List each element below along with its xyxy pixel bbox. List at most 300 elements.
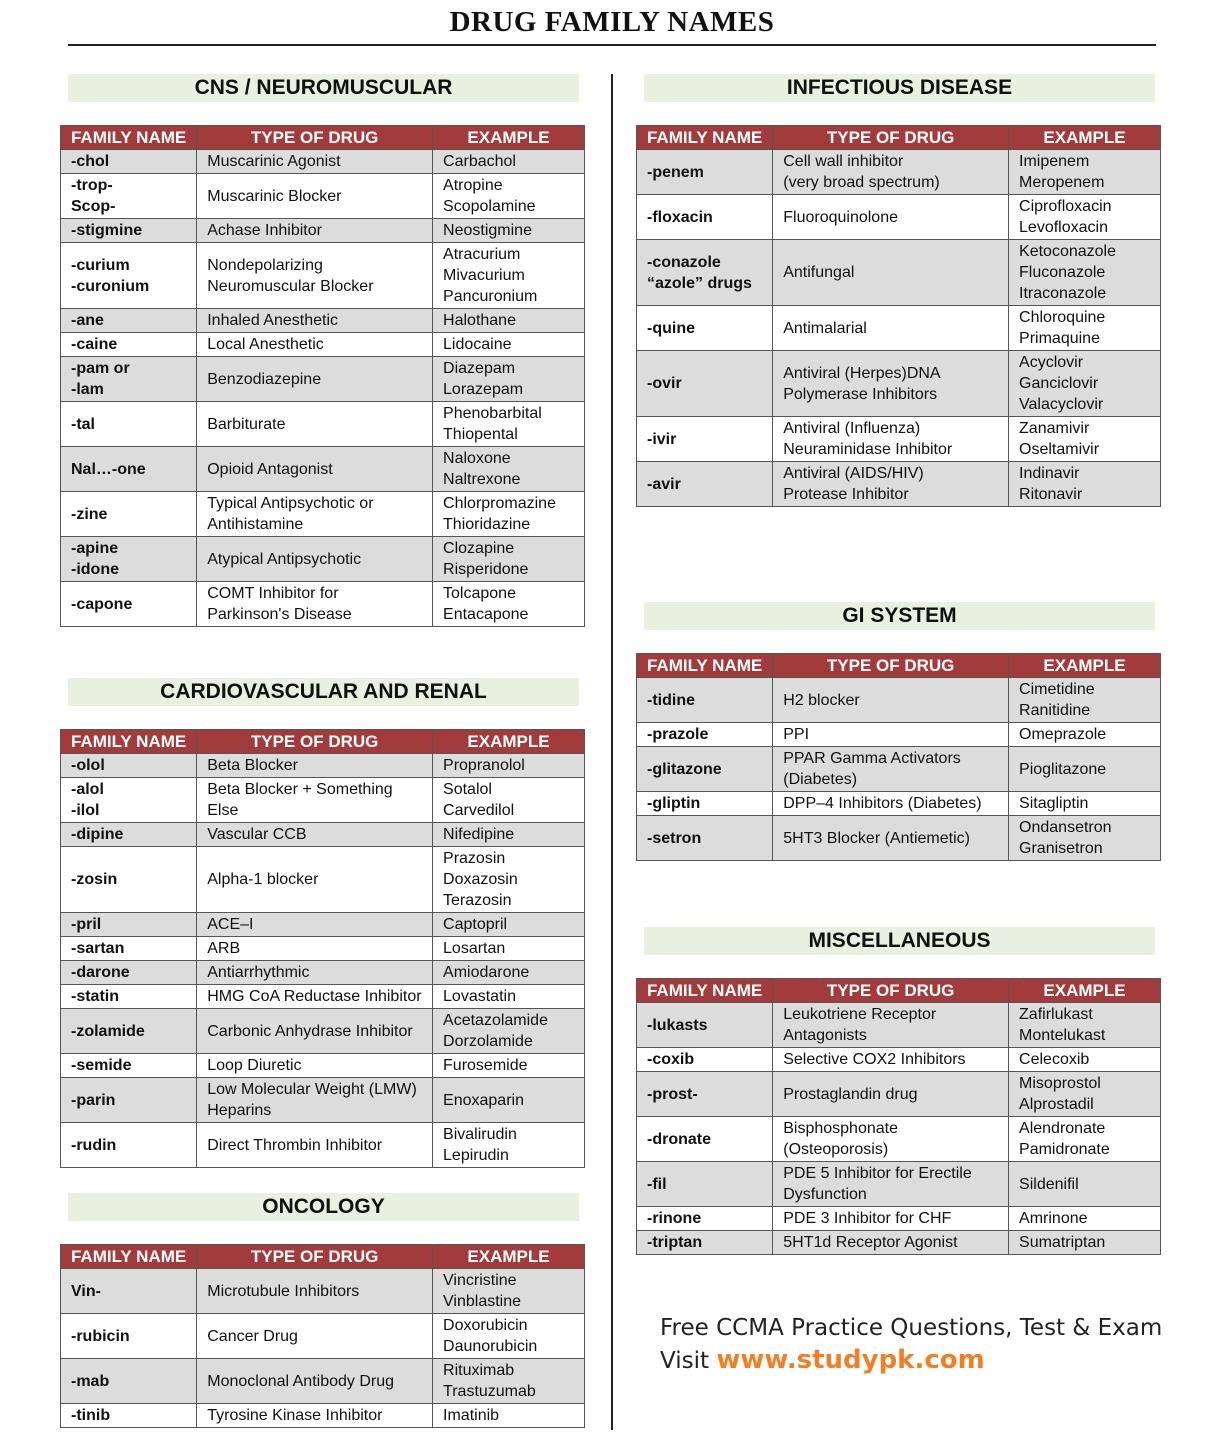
table-header-row xyxy=(61,126,585,150)
drug-example-cell xyxy=(433,1404,585,1428)
family-name-cell xyxy=(61,174,197,219)
drug-type-cell xyxy=(197,402,433,447)
drug-example-cell xyxy=(1009,747,1161,792)
drug-example-cell xyxy=(433,174,585,219)
drug-type: Typical Antipsychotic or xyxy=(207,495,374,512)
table-row xyxy=(61,447,585,492)
family-name: -tidine xyxy=(647,691,695,709)
drug-example-cell xyxy=(433,1054,585,1078)
table-row xyxy=(61,1269,585,1314)
drug-example: Chloroquine xyxy=(1019,309,1106,326)
family-name: -dipine xyxy=(71,826,124,843)
drug-type: Antiviral (Influenza) xyxy=(783,420,921,437)
column-header: TYPE OF DRUG xyxy=(773,126,1009,150)
drug-example: Pancuronium xyxy=(443,288,538,305)
drug-example-cell xyxy=(1009,1162,1161,1207)
drug-type-cell xyxy=(773,1072,1009,1117)
family-name-cell xyxy=(61,1404,197,1428)
section-miscellaneous xyxy=(636,927,1161,1255)
drug-type: DPP–4 Inhibitors (Diabetes) xyxy=(783,795,982,812)
family-name-cell xyxy=(637,747,773,792)
family-name: -fil xyxy=(647,1175,667,1193)
drug-type: Beta Blocker xyxy=(207,757,298,774)
drug-type-cell xyxy=(773,306,1009,351)
family-name-cell xyxy=(637,195,773,240)
drug-example-cell xyxy=(433,913,585,937)
drug-type: HMG CoA Reductase Inhibitor xyxy=(207,988,422,1005)
footer-link[interactable]: www.studypk.com xyxy=(716,1345,985,1375)
family-name-cell xyxy=(61,219,197,243)
drug-type: Cancer Drug xyxy=(207,1327,298,1345)
family-name: -zolamide xyxy=(71,1022,145,1040)
drug-example-cell xyxy=(433,150,585,174)
drug-type-cell xyxy=(773,1117,1009,1162)
drug-example: Ondansetron xyxy=(1019,819,1112,836)
family-name: -statin xyxy=(71,988,119,1005)
drug-type: Polymerase Inhibitors xyxy=(783,385,938,403)
drug-example: Oseltamivir xyxy=(1019,441,1100,458)
drug-type: (Diabetes) xyxy=(783,771,858,788)
drug-example: Furosemide xyxy=(443,1057,528,1074)
drug-example: Cimetidine xyxy=(1019,681,1095,698)
page-title: DRUG FAMILY NAMES xyxy=(449,6,775,38)
section-infectious-disease xyxy=(636,74,1161,507)
drug-example: Lorazepam xyxy=(443,381,524,398)
drug-table xyxy=(636,653,1161,861)
drug-example: Risperidone xyxy=(443,561,529,578)
drug-type-cell xyxy=(773,1162,1009,1207)
drug-example-cell xyxy=(433,492,585,537)
drug-example: Doxazosin xyxy=(443,871,518,888)
drug-example: Primaquine xyxy=(1019,330,1100,347)
drug-table xyxy=(60,1244,585,1428)
drug-type: Antagonists xyxy=(783,1027,867,1044)
family-name: -chol xyxy=(71,153,110,170)
drug-example: Thioridazine xyxy=(443,516,531,533)
drug-example-cell xyxy=(1009,678,1161,723)
family-name-cell xyxy=(61,357,197,402)
drug-example: Omeprazole xyxy=(1019,726,1107,743)
drug-example: Celecoxib xyxy=(1019,1051,1090,1068)
drug-example: Ranitidine xyxy=(1019,702,1091,719)
table-row xyxy=(637,240,1161,306)
drug-example-cell xyxy=(1009,417,1161,462)
family-name: -sartan xyxy=(71,940,125,957)
drug-type: (very broad spectrum) xyxy=(783,174,940,191)
drug-example: Amiodarone xyxy=(443,964,530,981)
table-row xyxy=(637,1003,1161,1048)
drug-example: Ganciclovir xyxy=(1019,375,1099,392)
family-name: -zine xyxy=(71,505,108,523)
drug-type: PDE 5 Inhibitor for Erectile xyxy=(783,1165,972,1182)
family-name: -curonium xyxy=(71,277,150,295)
table-row xyxy=(61,1359,585,1404)
table-row xyxy=(61,357,585,402)
family-name: -olol xyxy=(71,757,105,774)
family-name-cell xyxy=(61,985,197,1009)
drug-type-cell xyxy=(197,219,433,243)
table-row xyxy=(61,582,585,627)
drug-example-cell xyxy=(433,847,585,913)
family-name-cell xyxy=(637,1231,773,1255)
family-name-cell xyxy=(61,492,197,537)
drug-table xyxy=(636,978,1161,1255)
family-name: -prazole xyxy=(647,726,709,743)
drug-example: Propranolol xyxy=(443,757,525,774)
drug-example-cell xyxy=(433,823,585,847)
drug-type: Loop Diuretic xyxy=(207,1057,302,1074)
family-name-cell xyxy=(61,582,197,627)
drug-type: ACE–I xyxy=(207,916,254,933)
drug-type: 5HT3 Blocker (Antiemetic) xyxy=(783,829,970,847)
drug-example: Montelukast xyxy=(1019,1027,1106,1044)
drug-type: Antihistamine xyxy=(207,516,304,533)
family-name-cell xyxy=(61,333,197,357)
table-row xyxy=(61,754,585,778)
drug-type-cell xyxy=(197,447,433,492)
family-name-cell xyxy=(637,816,773,861)
drug-type: Heparins xyxy=(207,1102,272,1119)
family-name-cell xyxy=(637,1162,773,1207)
family-name: -pril xyxy=(71,916,102,933)
column-header: TYPE OF DRUG xyxy=(197,126,433,150)
drug-type: Protease Inhibitor xyxy=(783,486,909,503)
drug-example-cell xyxy=(433,537,585,582)
table-row xyxy=(61,537,585,582)
drug-type: Parkinson's Disease xyxy=(207,606,352,623)
drug-example: Ritonavir xyxy=(1019,486,1083,503)
drug-example-cell xyxy=(1009,306,1161,351)
drug-type-cell xyxy=(773,1048,1009,1072)
drug-table xyxy=(60,125,585,627)
drug-example-cell xyxy=(1009,1048,1161,1072)
drug-type: Inhaled Anesthetic xyxy=(207,312,338,329)
drug-type-cell xyxy=(197,754,433,778)
drug-type-cell xyxy=(773,723,1009,747)
family-name-cell xyxy=(61,537,197,582)
family-name: -capone xyxy=(71,595,133,613)
drug-example: Scopolamine xyxy=(443,198,536,215)
drug-type: Alpha-1 blocker xyxy=(207,871,319,888)
family-name-cell xyxy=(637,1003,773,1048)
family-name: -dronate xyxy=(647,1130,711,1148)
drug-example-cell xyxy=(433,778,585,823)
table-row xyxy=(637,816,1161,861)
drug-example: Carbachol xyxy=(443,153,516,170)
drug-type: PPI xyxy=(783,726,810,743)
drug-example-cell xyxy=(433,985,585,1009)
drug-example: Entacapone xyxy=(443,606,529,623)
drug-type-cell xyxy=(773,351,1009,417)
drug-type-cell xyxy=(773,1231,1009,1255)
drug-type-cell xyxy=(197,823,433,847)
family-name: -floxacin xyxy=(647,208,713,226)
drug-type: Else xyxy=(207,802,239,819)
section-heading: MISCELLANEOUS xyxy=(644,927,1155,955)
column-header: FAMILY NAME xyxy=(61,1245,197,1269)
drug-example: Phenobarbital xyxy=(443,405,542,422)
drug-type-cell xyxy=(773,195,1009,240)
drug-type-cell xyxy=(197,1078,433,1123)
family-name-cell xyxy=(637,792,773,816)
drug-type-cell xyxy=(197,961,433,985)
drug-example-cell xyxy=(433,754,585,778)
drug-example: Vinblastine xyxy=(443,1293,522,1310)
drug-example: Neostigmine xyxy=(443,222,532,239)
drug-example: Mivacurium xyxy=(443,267,525,284)
drug-type: Leukotriene Receptor xyxy=(783,1006,937,1023)
drug-example-cell xyxy=(433,1009,585,1054)
family-name: -tal xyxy=(71,415,95,433)
table-row xyxy=(61,823,585,847)
drug-example: Halothane xyxy=(443,312,516,329)
drug-type-cell xyxy=(773,1207,1009,1231)
drug-example: Atracurium xyxy=(443,246,521,263)
drug-example-cell xyxy=(433,219,585,243)
drug-example: Acyclovir xyxy=(1019,354,1084,371)
family-name-cell xyxy=(61,1123,197,1168)
family-name: -avir xyxy=(647,475,681,493)
table-row xyxy=(61,847,585,913)
drug-example: Zanamivir xyxy=(1019,420,1090,437)
table-row xyxy=(61,1078,585,1123)
family-name-cell xyxy=(61,937,197,961)
drug-example: Diazepam xyxy=(443,360,516,377)
table-row xyxy=(637,792,1161,816)
drug-type: Tyrosine Kinase Inhibitor xyxy=(207,1407,383,1424)
drug-type-cell xyxy=(773,792,1009,816)
family-name: -alol xyxy=(71,781,104,798)
column-header: EXAMPLE xyxy=(1009,979,1161,1003)
drug-example: Zafirlukast xyxy=(1019,1006,1093,1023)
drug-example-cell xyxy=(433,1123,585,1168)
drug-example: Lovastatin xyxy=(443,988,516,1005)
family-name-cell xyxy=(61,1078,197,1123)
drug-example-cell xyxy=(433,961,585,985)
family-name: -apine xyxy=(71,540,119,557)
section-heading: ONCOLOGY xyxy=(68,1193,579,1221)
drug-type: Prostaglandin drug xyxy=(783,1085,918,1103)
drug-type-cell xyxy=(197,582,433,627)
drug-example-cell xyxy=(433,333,585,357)
drug-example-cell xyxy=(1009,1003,1161,1048)
drug-example-cell xyxy=(433,402,585,447)
drug-type: Antiviral (AIDS/HIV) xyxy=(783,465,924,482)
family-name: -mab xyxy=(71,1372,110,1390)
drug-type: Low Molecular Weight (LMW) xyxy=(207,1081,417,1098)
table-row xyxy=(637,678,1161,723)
drug-example: Indinavir xyxy=(1019,465,1080,482)
table-row xyxy=(61,1123,585,1168)
drug-type: Beta Blocker + Something xyxy=(207,781,393,798)
drug-example-cell xyxy=(433,582,585,627)
table-row xyxy=(61,150,585,174)
drug-type-cell xyxy=(197,1359,433,1404)
family-name: -rinone xyxy=(647,1210,702,1227)
drug-type-cell xyxy=(197,1269,433,1314)
table-row xyxy=(637,150,1161,195)
family-name: -zosin xyxy=(71,871,118,888)
family-name-cell xyxy=(637,1048,773,1072)
column-header: FAMILY NAME xyxy=(61,730,197,754)
drug-example-cell xyxy=(433,1314,585,1359)
drug-example-cell xyxy=(1009,1207,1161,1231)
column-header: TYPE OF DRUG xyxy=(773,654,1009,678)
drug-example: Ketoconazole xyxy=(1019,243,1116,260)
family-name-cell xyxy=(61,1009,197,1054)
table-row xyxy=(61,309,585,333)
drug-type-cell xyxy=(197,174,433,219)
drug-example: Pamidronate xyxy=(1019,1141,1110,1158)
drug-example: Lidocaine xyxy=(443,336,512,353)
drug-example-cell xyxy=(1009,195,1161,240)
drug-type-cell xyxy=(197,1054,433,1078)
drug-example-cell xyxy=(1009,1117,1161,1162)
drug-type: ARB xyxy=(207,940,241,957)
family-name: Scop- xyxy=(71,198,116,215)
family-name: -trop- xyxy=(71,177,113,194)
family-name: -glitazone xyxy=(647,760,722,778)
table-row xyxy=(61,937,585,961)
table-row xyxy=(61,219,585,243)
drug-type-cell xyxy=(197,1314,433,1359)
drug-example: Misoprostol xyxy=(1019,1075,1101,1092)
family-name-cell xyxy=(61,309,197,333)
family-name: -rubicin xyxy=(71,1327,130,1345)
family-name: -darone xyxy=(71,964,130,981)
drug-type: Antimalarial xyxy=(783,319,867,337)
drug-type: Barbiturate xyxy=(207,415,286,433)
family-name-cell xyxy=(637,462,773,507)
drug-example: Dorzolamide xyxy=(443,1033,533,1050)
drug-type-cell xyxy=(197,778,433,823)
family-name: Nal…-one xyxy=(71,460,146,478)
drug-type: Bisphosphonate xyxy=(783,1120,898,1137)
drug-example-cell xyxy=(1009,351,1161,417)
drug-example-cell xyxy=(1009,240,1161,306)
family-name: -quine xyxy=(647,319,695,337)
family-name: -pam or xyxy=(71,360,130,377)
family-name-cell xyxy=(61,913,197,937)
drug-example: Doxorubicin xyxy=(443,1317,528,1334)
drug-type: Direct Thrombin Inhibitor xyxy=(207,1136,383,1154)
drug-example: Carvedilol xyxy=(443,802,515,819)
family-name-cell xyxy=(61,243,197,309)
drug-type: (Osteoporosis) xyxy=(783,1141,889,1158)
drug-example: Captopril xyxy=(443,916,508,933)
drug-example: Alprostadil xyxy=(1019,1096,1094,1113)
footer-promo xyxy=(660,1312,1180,1377)
section-gi-system xyxy=(636,602,1161,861)
drug-example-cell xyxy=(1009,723,1161,747)
family-name-cell xyxy=(637,1072,773,1117)
drug-example-cell xyxy=(433,309,585,333)
drug-example-cell xyxy=(433,937,585,961)
column-header: TYPE OF DRUG xyxy=(773,979,1009,1003)
drug-example: Chlorpromazine xyxy=(443,495,556,512)
section-heading: CNS / NEUROMUSCULAR xyxy=(68,74,579,102)
drug-example-cell xyxy=(1009,816,1161,861)
drug-example: Granisetron xyxy=(1019,840,1103,857)
table-header-row xyxy=(637,979,1161,1003)
table-row xyxy=(61,1404,585,1428)
drug-example-cell xyxy=(433,1269,585,1314)
drug-example: Losartan xyxy=(443,940,506,957)
drug-type-cell xyxy=(773,678,1009,723)
title-rule xyxy=(68,44,1156,46)
drug-example: Sitagliptin xyxy=(1019,795,1089,812)
column-header: FAMILY NAME xyxy=(637,654,773,678)
drug-example: Sotalol xyxy=(443,781,492,798)
drug-type: Cell wall inhibitor xyxy=(783,153,904,170)
drug-type: Local Anesthetic xyxy=(207,336,324,353)
drug-example: Alendronate xyxy=(1019,1120,1106,1137)
drug-type-cell xyxy=(197,537,433,582)
drug-type-cell xyxy=(197,357,433,402)
family-name-cell xyxy=(637,240,773,306)
drug-type: H2 blocker xyxy=(783,691,860,709)
table-row xyxy=(61,1009,585,1054)
family-name: -caine xyxy=(71,336,118,353)
family-name-cell xyxy=(61,961,197,985)
table-row xyxy=(61,778,585,823)
family-name: -stigmine xyxy=(71,222,143,239)
table-row xyxy=(61,174,585,219)
column-header: FAMILY NAME xyxy=(637,979,773,1003)
family-name-cell xyxy=(61,1054,197,1078)
drug-type-cell xyxy=(773,747,1009,792)
family-name: -lam xyxy=(71,381,104,398)
drug-type-cell xyxy=(197,847,433,913)
section-cardiovascular xyxy=(60,678,585,1168)
table-row xyxy=(637,1231,1161,1255)
drug-type: Antifungal xyxy=(783,264,855,281)
family-name-cell xyxy=(637,1117,773,1162)
family-name: -ivir xyxy=(647,430,677,448)
table-row xyxy=(637,1117,1161,1162)
drug-type-cell xyxy=(773,150,1009,195)
section-oncology xyxy=(60,1193,585,1428)
table-row xyxy=(61,961,585,985)
drug-example-cell xyxy=(1009,1231,1161,1255)
drug-example: Thiopental xyxy=(443,426,518,443)
column-header: TYPE OF DRUG xyxy=(197,1245,433,1269)
drug-example: Acetazolamide xyxy=(443,1012,548,1029)
drug-example: Bivalirudin xyxy=(443,1126,517,1143)
family-name-cell xyxy=(637,1207,773,1231)
family-name: -parin xyxy=(71,1091,116,1109)
drug-example-cell xyxy=(433,1359,585,1404)
drug-example: Amrinone xyxy=(1019,1210,1088,1227)
drug-example: Naltrexone xyxy=(443,471,521,488)
family-name-cell xyxy=(61,402,197,447)
family-name-cell xyxy=(637,150,773,195)
drug-example: Imipenem xyxy=(1019,153,1090,170)
drug-type-cell xyxy=(197,1123,433,1168)
drug-example: Vincristine xyxy=(443,1272,517,1289)
table-row xyxy=(61,333,585,357)
family-name: -penem xyxy=(647,163,704,181)
column-header: FAMILY NAME xyxy=(637,126,773,150)
drug-example: Tolcapone xyxy=(443,585,516,602)
drug-type: 5HT1d Receptor Agonist xyxy=(783,1234,958,1251)
drug-example: Rituximab xyxy=(443,1362,515,1379)
drug-type: Muscarinic Blocker xyxy=(207,187,342,205)
table-row xyxy=(637,351,1161,417)
family-name-cell xyxy=(61,150,197,174)
column-header: EXAMPLE xyxy=(433,126,585,150)
column-header: EXAMPLE xyxy=(1009,654,1161,678)
